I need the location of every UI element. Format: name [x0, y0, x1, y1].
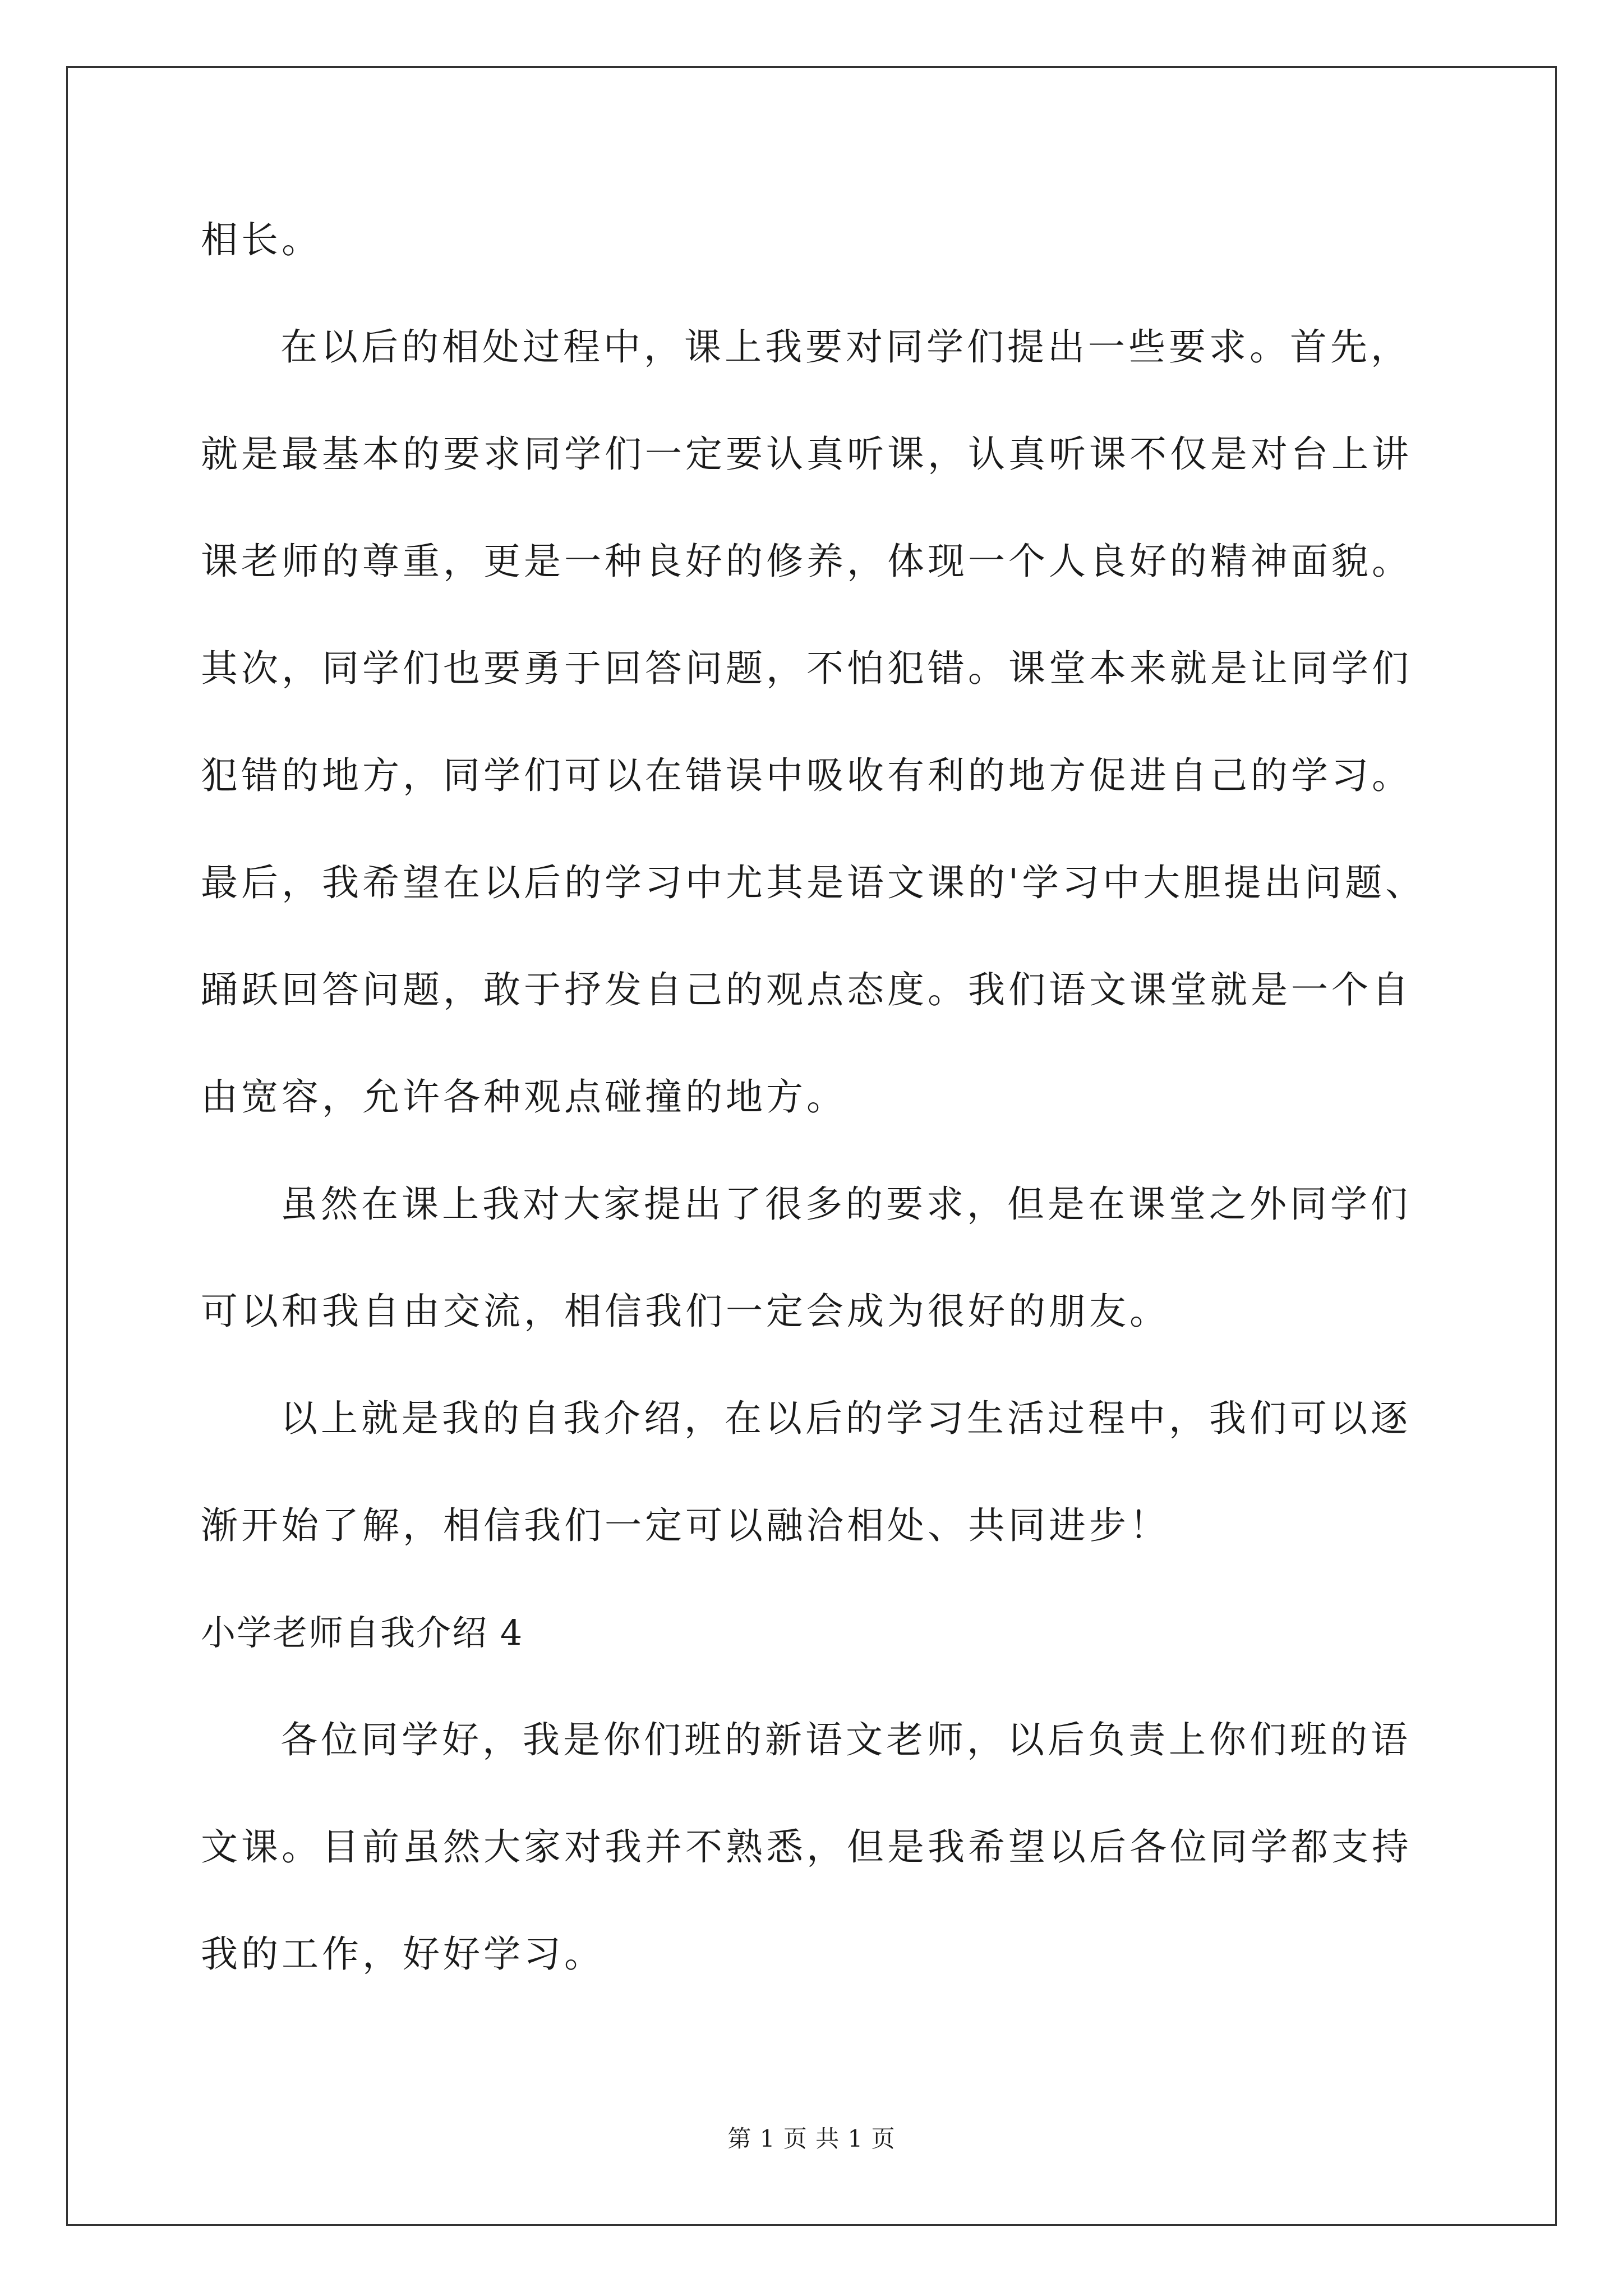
text-line: 以上就是我的自我介绍，在以后的学习生活过程中，我们可以逐 [280, 1397, 1411, 1440]
document-body [201, 218, 1435, 2043]
text-line: 踊跃回答问题，敢于抒发自己的观点态度。我们语文课堂就是一个自 [201, 968, 1412, 1011]
text-line: 其次，同学们也要勇于回答问题，不怕犯错。课堂本来就是让同学们 [201, 647, 1412, 690]
text-line: 可以和我自由交流，相信我们一定会成为很好的朋友。 [201, 1290, 1170, 1333]
text-line: 虽然在课上我对大家提出了很多的要求，但是在课堂之外同学们 [280, 1182, 1411, 1226]
text-line: 我的工作，好好学习。 [201, 1932, 605, 1976]
text-line: 文课。目前虽然大家对我并不熟悉，但是我希望以后各位同学都支持 [201, 1825, 1412, 1869]
text-line: 犯错的地方，同学们可以在错误中吸收有利的地方促进自己的学习。 [201, 754, 1412, 797]
text-line: 课老师的尊重，更是一种良好的修养，体现一个人良好的精神面貌。 [201, 540, 1412, 583]
text-line: 就是最基本的要求同学们一定要认真听课，认真听课不仅是对台上讲 [201, 432, 1412, 476]
text-line: 由宽容，允许各种观点碰撞的地方。 [201, 1075, 847, 1119]
text-line: 各位同学好，我是你们班的新语文老师，以后负责上你们班的语 [280, 1718, 1411, 1761]
page-number-footer: 第 1 页 共 1 页 [727, 2125, 896, 2152]
section-heading: 小学老师自我介绍 4 [201, 1612, 524, 1653]
text-line: 在以后的相处过程中，课上我要对同学们提出一些要求。首先， [280, 325, 1411, 369]
text-line: 相长。 [201, 218, 322, 261]
text-line: 最后，我希望在以后的学习中尤其是语文课的'学习中大胆提出问题、 [201, 861, 1426, 904]
text-line: 渐开始了解，相信我们一定可以融洽相处、共同进步！ [201, 1504, 1170, 1547]
